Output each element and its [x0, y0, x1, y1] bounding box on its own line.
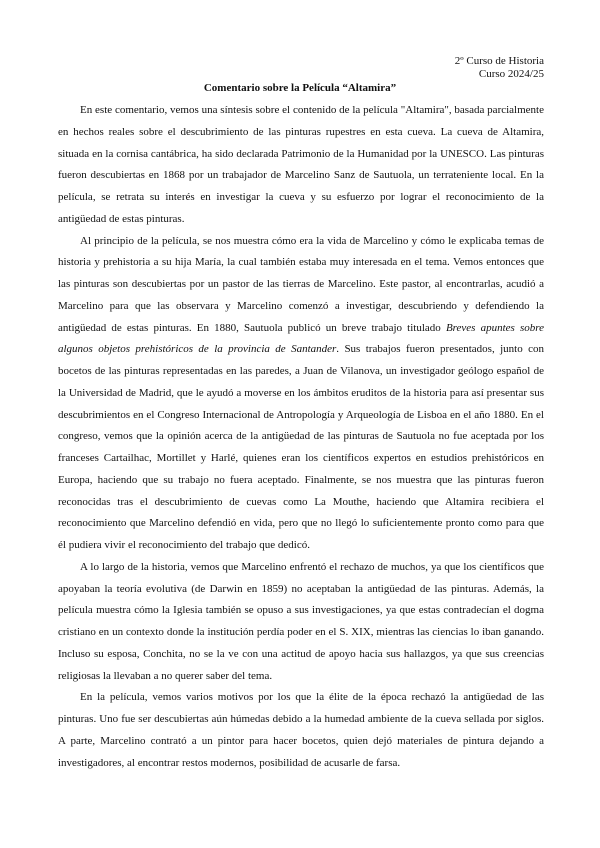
book-title: Breves apuntes sobre algunos objetos prehistóricos de la provincia de Santander	[58, 321, 544, 356]
document-body	[58, 100, 544, 774]
course-name: 2º Curso de Historia	[454, 55, 544, 67]
paragraph-1: En este comentario, vemos una síntesis sobre el contenido de la película "Altamira", basada parcialmente en hechos reales sobre el descubrimiento de las pinturas rupestres en esta cueva. La cueva de Altamira, situada en la cornisa cantábrica, ha sido declarada Patrimonio de la Humanidad por la UNESCO. Las pinturas fueron descubiertas en 1868 por un trabajador de Marcelino Sanz de Sautuola, un terrateniente local. En la película, se retrata su interés en investigar la cueva y su esfuerzo por lograr el reconocimiento de la antigüedad de estas pinturas.	[58, 104, 544, 225]
paragraph-2	[58, 231, 544, 557]
course-year: Curso 2024/25	[478, 68, 544, 80]
paragraph-2-intro: Al principio de la película, se nos muestra cómo era la vida de Marcelino y cómo le explicaba temas de historia y prehistoria a su hija María, la cual también estaba muy interesada en el tema. Vemos entonces que las pinturas son descubiertas por un pastor de las tierras de Marcelino. Este pastor, al encontrarlas, acudió a Marcelino para que las observara y Marcelino comenzó a investigar, descubriendo y defendiendo la antigüedad de estas pinturas. En 1880, Sautuola publicó un breve trabajo titulado	[58, 234, 544, 334]
paragraph-4: En la película, vemos varios motivos por los que la élite de la época rechazó la antigüedad de las pinturas. Uno fue ser descubiertas aún húmedas debido a la humedad ambiente de la cueva sellada por siglos. A parte, Marcelino contrató a un pintor para hacer bocetos, quien dejó materiales de pintura dejando a investigadores, al encontrar restos modernos, posibilidad de acusarle de farsa.	[58, 691, 544, 769]
paragraph-3: A lo largo de la historia, vemos que Marcelino enfrentó el rechazo de muchos, ya que los científicos que apoyaban la teoría evolutiva (de Darwin en 1859) no aceptaban la antigüedad de las pinturas. Además, la película muestra cómo la Iglesia también se opuso a sus investigaciones, ya que estas contradecían el dogma cristiano en un contexto donde la institución perdía poder en el S. XIX, mientras las ciencias lo iban ganando. Incluso su esposa, Conchita, no se la ve con una actitud de apoyo hacia sus hallazgos, ya que sus creencias religiosas la llevaban a no querer saber del tema.	[58, 560, 544, 682]
paragraph-2-rest: . Sus trabajos fueron presentados, junto con bocetos de las pinturas representadas en las paredes, a Juan de Vilanova, un investigador geólogo español de la Universidad de Madrid, que le ayudó a moverse en los ámbitos eruditos de la historia para así presentar sus descubrimientos en el Congreso Internacional de Antropología y Arqueología de Lisboa en el año 1880. En el congreso, vemos que la opinión acerca de la antigüedad de las pinturas de Sautuola no fue aceptada por los franceses Cartailhac, Mortillet y Harlé, quienes eran los científicos expertos en estudios prehistóricos en Europa, haciendo que su trabajo no fuera aceptado. Finalmente, se nos muestra que las pinturas fueron reconocidas tras el descubrimiento de cuevas como La Mouthe, haciendo que Altamira recibiera el reconocimiento que Marcelino defendió en vida, pero que no llegó lo suficientemente pronto como para que él pudiera vivir el reconocimiento del trabajo que dedicó.	[58, 343, 544, 551]
course-header	[455, 55, 544, 81]
document-title: Comentario sobre la Película “Altamira”	[203, 82, 397, 94]
